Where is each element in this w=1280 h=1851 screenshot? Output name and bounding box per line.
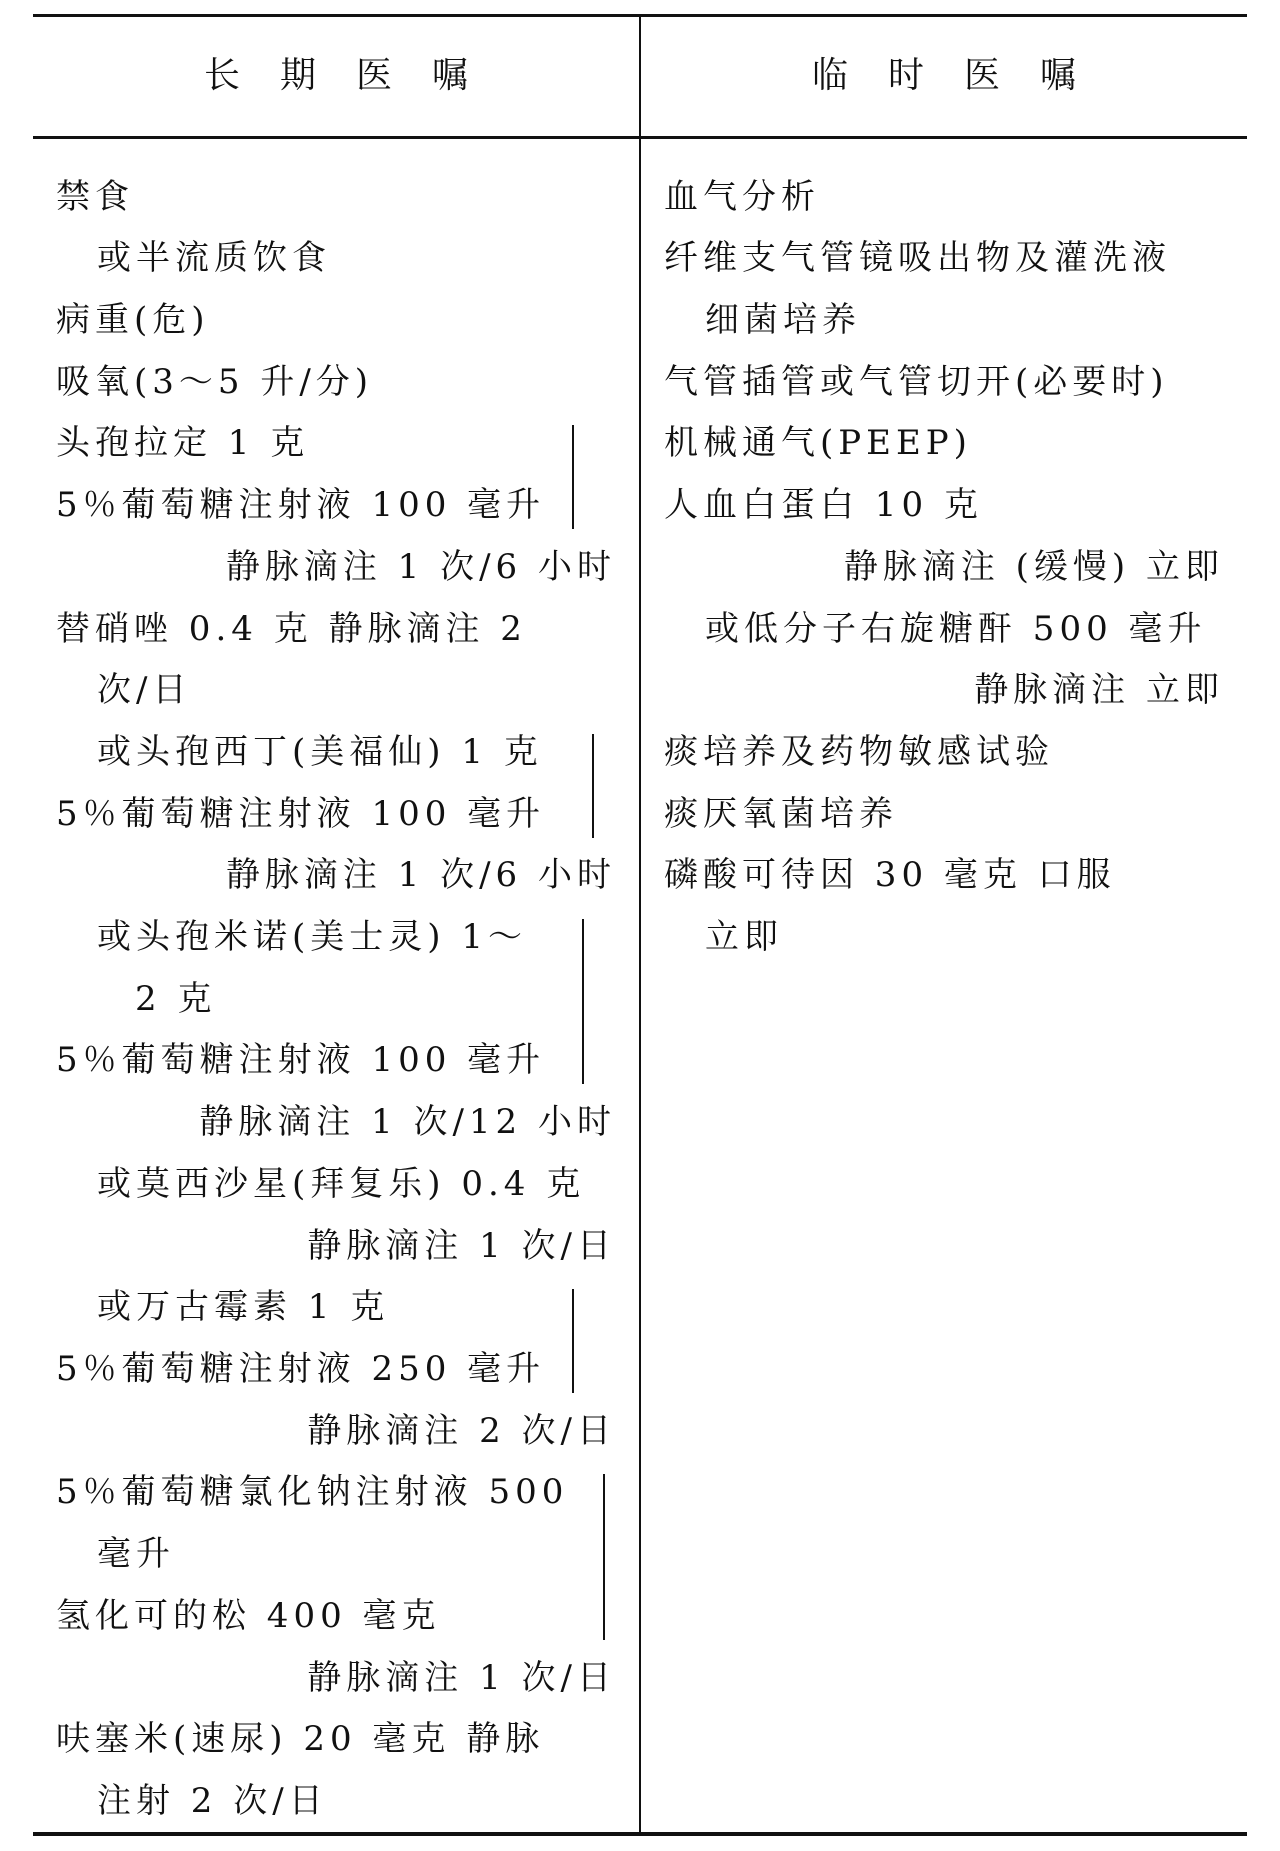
left-line: 静脉滴注 1 次/日 <box>307 1658 616 1698</box>
left-line: 或半流质饮食 <box>97 238 331 278</box>
right-line: 磷酸可待因 30 毫克 口服 <box>664 855 1116 895</box>
right-line: 血气分析 <box>664 177 820 217</box>
left-line: 或头孢西丁(美福仙) 1 克 <box>97 732 543 772</box>
left-line: 5％葡萄糖注射液 100 毫升 <box>56 1040 546 1080</box>
long-term-orders-heading: 长期医嘱 <box>203 55 508 96</box>
left-line: 头孢拉定 1 克 <box>56 423 310 463</box>
left-line: 5％葡萄糖注射液 100 毫升 <box>56 794 546 834</box>
left-line: 静脉滴注 1 次/6 小时 <box>225 855 616 895</box>
left-line: 呋塞米(速尿) 20 毫克 静脉 <box>56 1719 545 1759</box>
right-line: 痰培养及药物敏感试验 <box>664 732 1054 772</box>
right-line: 静脉滴注 立即 <box>974 670 1224 710</box>
right-line: 机械通气(PEEP) <box>664 423 972 463</box>
left-line: 氢化可的松 400 毫克 <box>56 1596 441 1636</box>
left-line: 静脉滴注 2 次/日 <box>307 1411 616 1451</box>
left-line: 静脉滴注 1 次/12 小时 <box>199 1102 616 1142</box>
column-divider <box>639 14 641 1836</box>
left-line: 5％葡萄糖氯化钠注射液 500 <box>56 1472 569 1512</box>
left-line: 5％葡萄糖注射液 250 毫升 <box>56 1349 546 1389</box>
group-bracket <box>572 1289 574 1393</box>
left-line: 次/日 <box>97 670 192 710</box>
group-bracket <box>592 734 594 838</box>
temporary-orders-heading: 临时医嘱 <box>811 55 1116 96</box>
right-line: 静脉滴注 (缓慢) 立即 <box>843 547 1224 587</box>
left-line: 或万古霉素 1 克 <box>97 1287 390 1327</box>
right-line: 纤维支气管镜吸出物及灌洗液 <box>664 238 1171 278</box>
right-line: 痰厌氧菌培养 <box>664 794 898 834</box>
right-line: 细菌培养 <box>705 300 861 340</box>
left-line: 注射 2 次/日 <box>97 1781 328 1821</box>
left-line: 5％葡萄糖注射液 100 毫升 <box>56 485 546 525</box>
right-line: 人血白蛋白 10 克 <box>664 485 983 525</box>
left-line: 静脉滴注 1 次/日 <box>307 1226 616 1266</box>
left-line: 2 克 <box>135 979 217 1019</box>
left-line: 替硝唑 0.4 克 静脉滴注 2 <box>56 609 527 649</box>
right-line: 立即 <box>705 917 783 957</box>
right-line: 或低分子右旋糖酐 500 毫升 <box>705 609 1207 649</box>
left-line: 禁食 <box>56 177 134 217</box>
left-line: 吸氧(3～5 升/分) <box>56 362 374 402</box>
left-line: 静脉滴注 1 次/6 小时 <box>225 547 616 587</box>
left-line: 毫升 <box>97 1534 175 1574</box>
left-line: 或莫西沙星(拜复乐) 0.4 克 <box>97 1164 586 1204</box>
right-line: 气管插管或气管切开(必要时) <box>664 362 1169 402</box>
left-line: 或头孢米诺(美士灵) 1～ <box>97 917 527 957</box>
group-bracket <box>582 919 584 1084</box>
group-bracket <box>572 425 574 529</box>
left-line: 病重(危) <box>56 300 210 340</box>
group-bracket <box>603 1474 605 1640</box>
